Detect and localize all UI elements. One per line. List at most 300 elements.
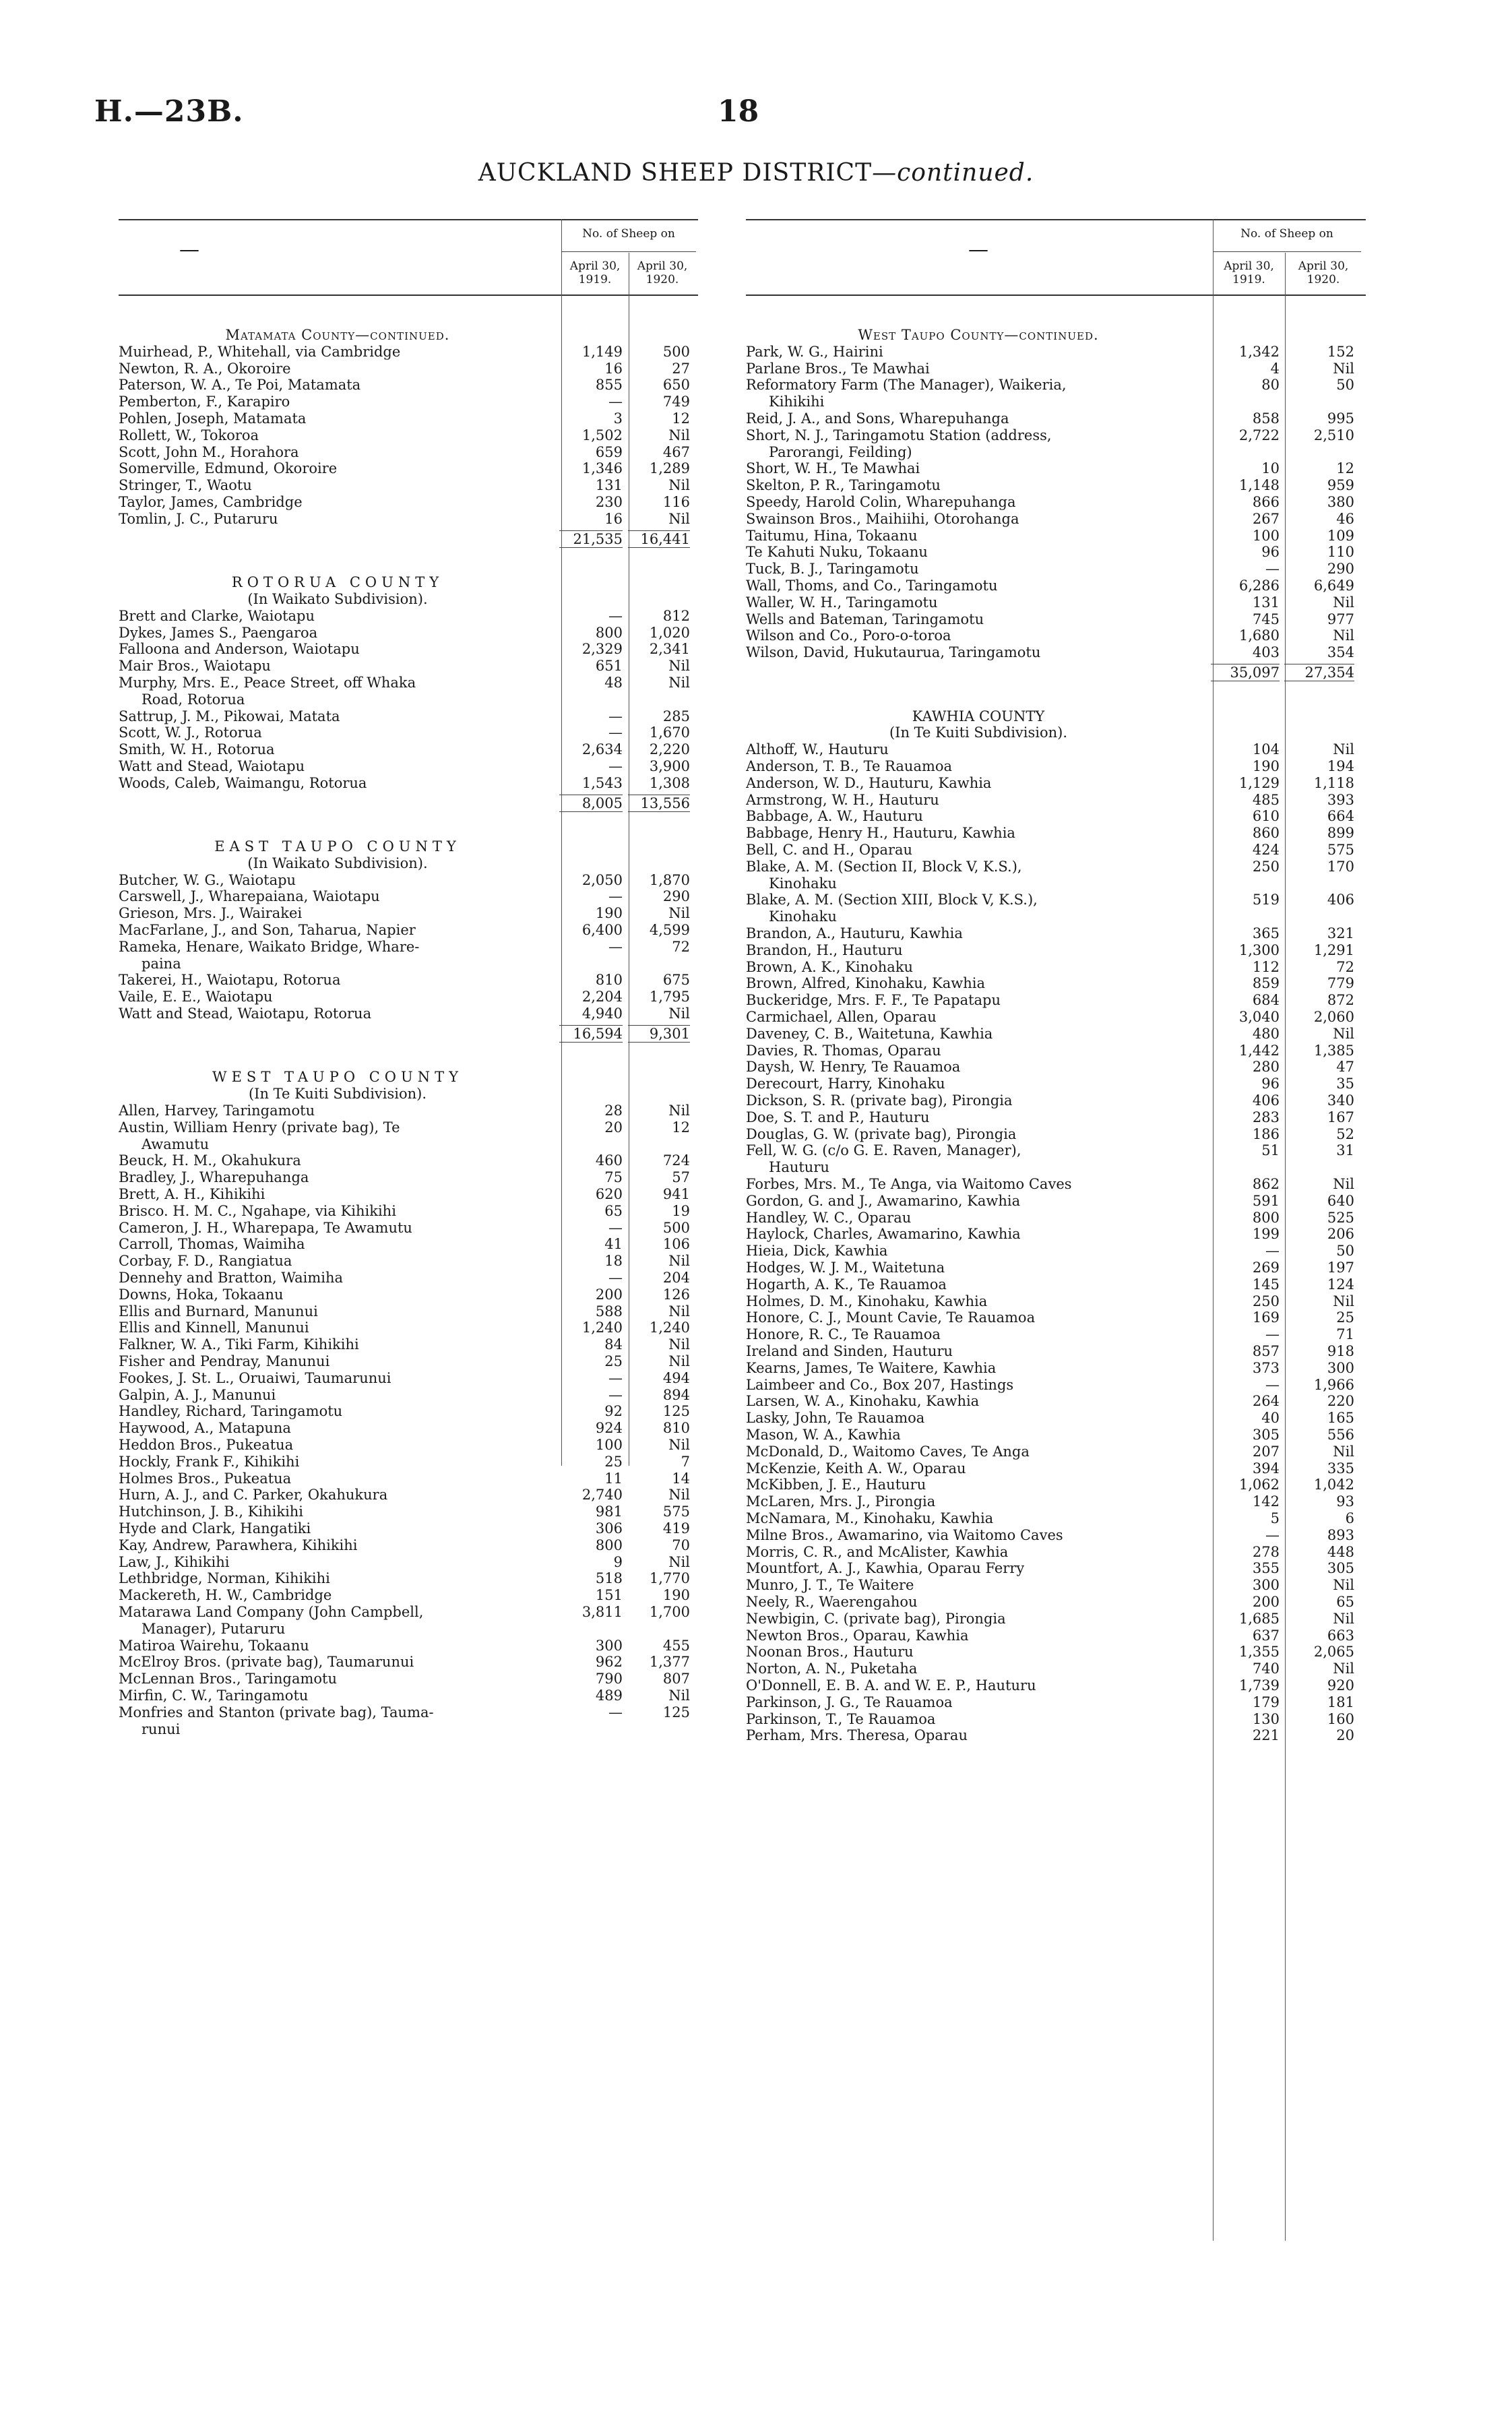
county-heading [119, 574, 698, 590]
owner-continuation [119, 1621, 698, 1637]
count-1919: 519 [1252, 892, 1280, 908]
count-1920: 181 [1327, 1694, 1354, 1710]
count-1920: 206 [1327, 1226, 1354, 1243]
count-1919: 1,300 [1238, 941, 1280, 958]
owner-name: Munro, J. T., Te Waitere [746, 1577, 914, 1594]
table-row [746, 1243, 1366, 1259]
owner-name: Law, J., Kihikihi [119, 1553, 230, 1570]
table-row [746, 959, 1366, 975]
count-1919: 355 [1252, 1560, 1280, 1577]
owner-name: Haywood, A., Matapuna [119, 1420, 291, 1437]
count-1919: 1,149 [581, 343, 623, 360]
table-row [746, 594, 1366, 611]
table-row [119, 1487, 698, 1503]
owner-name: Scott, W. J., Rotorua [119, 724, 262, 741]
owner-continuation [746, 444, 1366, 460]
count-1920: 65 [1336, 1593, 1354, 1610]
owner-name: Falkner, W. A., Tiki Farm, Kihikihi [119, 1336, 359, 1353]
count-1919: 1,685 [1238, 1610, 1280, 1627]
owner-name: Paterson, W. A., Te Poi, Matamata [119, 377, 361, 394]
count-1919: 96 [1261, 1076, 1280, 1092]
owner-name: McKibben, J. E., Hauturu [746, 1477, 926, 1493]
subdivision-note-text: (In Waikato Subdivision). [247, 855, 428, 871]
owner-name: Brisco. H. M. C., Ngahape, via Kihikihi [119, 1202, 396, 1219]
count-1919: 20 [604, 1119, 623, 1136]
count-1919: 250 [1252, 858, 1280, 875]
count-1920: 9,301 [628, 1025, 690, 1043]
owner-name: Taitumu, Hina, Tokaanu [746, 527, 918, 544]
count-1920: Nil [1333, 1025, 1354, 1042]
count-1919: 190 [1252, 757, 1280, 774]
header-bottom-rule [119, 294, 698, 296]
owner-name: Tomlin, J. C., Putaruru [119, 510, 278, 527]
owner-name: Short, W. H., Te Mawhai [746, 460, 920, 477]
count-1920: 70 [672, 1537, 690, 1553]
owner-name: Handley, W. C., Oparau [746, 1209, 912, 1226]
owner-name: Reformatory Farm (The Manager), Waikeria, [746, 377, 1067, 394]
count-1919: — [1265, 1376, 1280, 1393]
owner-name: Te Kahuti Nuku, Tokaanu [746, 544, 928, 561]
count-1920: Nil [668, 1253, 690, 1270]
count-1919: 130 [1252, 1710, 1280, 1727]
owner-name: Davies, R. Thomas, Oparau [746, 1042, 941, 1059]
count-1919: 283 [1252, 1109, 1280, 1125]
count-1920: 779 [1327, 975, 1354, 992]
count-1919: 591 [1252, 1192, 1280, 1209]
count-1919: 2,740 [581, 1487, 623, 1503]
count-1920: Nil [668, 427, 690, 443]
table-row [119, 1286, 698, 1303]
table-row [119, 427, 698, 443]
owner-name: Swainson Bros., Maihiihi, Otorohanga [746, 510, 1019, 527]
owner-name: Sattrup, J. M., Pikowai, Matata [119, 708, 340, 724]
count-1920: Nil [668, 510, 690, 527]
table-row [746, 460, 1366, 476]
count-1920: 812 [662, 607, 690, 624]
owner-name: Downs, Hoka, Tokaanu [119, 1286, 284, 1303]
owner-name: Mason, W. A., Kawhia [746, 1426, 901, 1443]
count-1920: 57 [672, 1169, 690, 1186]
table-row [119, 1203, 698, 1219]
count-1920: 1,770 [649, 1570, 690, 1587]
owner-continuation [746, 875, 1366, 892]
count-1920: Nil [668, 1336, 690, 1353]
count-1919: 859 [1252, 975, 1280, 992]
owner-name: Noonan Bros., Hauturu [746, 1644, 914, 1661]
document-code: H.—23B. [94, 94, 244, 129]
name-column-header: — [179, 238, 199, 261]
owner-name: Matarawa Land Company (John Campbell, [119, 1603, 424, 1620]
count-1920: 959 [1327, 477, 1354, 494]
count-1919: 264 [1252, 1393, 1280, 1410]
table-row [119, 1403, 698, 1419]
count-1920: 525 [1327, 1209, 1354, 1226]
table-row [119, 394, 698, 410]
table-row [746, 808, 1366, 824]
count-1920: 290 [662, 888, 690, 905]
count-1919: 92 [604, 1403, 623, 1420]
table-row [746, 1059, 1366, 1075]
count-1920: 16,441 [628, 530, 690, 548]
count-1920: 1,240 [649, 1320, 690, 1336]
owner-name: Newton Bros., Oparau, Kawhia [746, 1627, 969, 1644]
owner-name: Hurn, A. J., and C. Parker, Okahukura [119, 1487, 388, 1503]
count-1919: 300 [595, 1637, 623, 1654]
table-row [746, 528, 1366, 544]
count-1920: 419 [662, 1520, 690, 1537]
count-1919: 1,062 [1238, 1477, 1280, 1493]
table-row [119, 1320, 698, 1336]
count-1919: 810 [595, 972, 623, 989]
count-1919: 2,204 [581, 989, 623, 1005]
owner-name: Althoff, W., Hauturu [746, 741, 889, 758]
count-1920: Nil [668, 1005, 690, 1022]
table-row [119, 1370, 698, 1386]
subdivision-note [119, 591, 698, 607]
table-row [119, 494, 698, 510]
count-1919: 480 [1252, 1025, 1280, 1042]
subdivision-note [119, 1086, 698, 1102]
table-row [119, 1005, 698, 1022]
count-1920: 749 [662, 394, 690, 410]
table-row [119, 344, 698, 360]
count-1920: 190 [662, 1587, 690, 1604]
owner-name: Holmes, D. M., Kinohaku, Kawhia [746, 1293, 988, 1309]
owner-continuation-text: Manager), Putaruru [141, 1620, 286, 1637]
count-1920: 640 [1327, 1192, 1354, 1209]
count-1920: 1,670 [649, 724, 690, 741]
owner-name: Scott, John M., Horahora [119, 443, 299, 460]
count-1919: 2,634 [581, 741, 623, 758]
owner-name: Douglas, G. W. (private bag), Pirongia [746, 1125, 1017, 1142]
owner-name: Ellis and Burnard, Manunui [119, 1303, 318, 1320]
table-row [746, 1260, 1366, 1276]
owner-name: Larsen, W. A., Kinohaku, Kawhia [746, 1393, 980, 1410]
county-heading-text: ROTORUA COUNTY [231, 574, 444, 591]
count-1920: 19 [672, 1202, 690, 1219]
owner-name: Takerei, H., Waiotapu, Rotorua [119, 972, 341, 989]
owner-name: Hieia, Dick, Kawhia [746, 1243, 888, 1260]
count-1919: 745 [1252, 611, 1280, 627]
count-1920: 448 [1327, 1543, 1354, 1560]
count-1920: 494 [662, 1369, 690, 1386]
table-row [746, 1577, 1366, 1593]
right-table [746, 219, 1366, 2308]
count-1920: 152 [1327, 343, 1354, 360]
count-1920: 1,795 [649, 989, 690, 1005]
owner-name: Brown, Alfred, Kinohaku, Kawhia [746, 975, 986, 992]
count-1920: Nil [1333, 1610, 1354, 1627]
owner-name: Hutchinson, J. B., Kihikihi [119, 1503, 304, 1520]
table-row [746, 344, 1366, 360]
count-1920: 6,649 [1313, 578, 1354, 594]
count-1920: 290 [1327, 561, 1354, 578]
count-1920: 920 [1327, 1677, 1354, 1694]
county-heading [119, 327, 698, 343]
count-1919: — [608, 394, 623, 410]
count-1919: 610 [1252, 808, 1280, 825]
table-row [746, 1043, 1366, 1059]
table-row [746, 1477, 1366, 1493]
count-1920: 1,385 [1313, 1042, 1354, 1059]
table-row [746, 741, 1366, 757]
table-row [119, 1470, 698, 1487]
count-1920: 50 [1336, 377, 1354, 394]
count-1919: 800 [1252, 1209, 1280, 1226]
count-1920: 1,966 [1313, 1376, 1354, 1393]
table-row [119, 1220, 698, 1236]
table-row [746, 1193, 1366, 1209]
table-row [119, 1587, 698, 1603]
count-1919: 28 [604, 1102, 623, 1119]
count-1919: 1,680 [1238, 627, 1280, 644]
count-1919: 84 [604, 1336, 623, 1353]
county-heading-text: KAWHIA COUNTY [912, 708, 1045, 724]
owner-name: Babbage, A. W., Hauturu [746, 808, 923, 825]
owner-name: McLaren, Mrs. J., Pirongia [746, 1493, 936, 1510]
table-row [119, 1420, 698, 1436]
count-1919: 200 [1252, 1593, 1280, 1610]
table-row [119, 1537, 698, 1553]
count-1919: — [608, 607, 623, 624]
owner-continuation [746, 1159, 1366, 1175]
count-1919: 11 [604, 1470, 623, 1487]
count-1919: — [608, 1369, 623, 1386]
count-1920: 807 [662, 1671, 690, 1687]
count-1920: 872 [1327, 992, 1354, 1009]
count-1920: Nil [1333, 1443, 1354, 1460]
owner-name: Wilson and Co., Poro-o-toroa [746, 627, 951, 644]
owner-name: Perham, Mrs. Theresa, Oparau [746, 1727, 968, 1744]
table-row [746, 644, 1366, 660]
table-row [746, 1677, 1366, 1694]
table-row [119, 1520, 698, 1537]
count-1919: 1,129 [1238, 774, 1280, 791]
count-1919: 200 [595, 1286, 623, 1303]
table-row [746, 1727, 1366, 1743]
owner-name: Brandon, H., Hauturu [746, 941, 903, 958]
table-row [746, 892, 1366, 908]
table-row [119, 1687, 698, 1704]
count-1919: 1,543 [581, 774, 623, 791]
owner-continuation-text: paina [141, 955, 181, 972]
count-1920: 2,341 [649, 641, 690, 658]
count-1920: 197 [1327, 1259, 1354, 1276]
count-1919: 186 [1252, 1125, 1280, 1142]
count-1920: 125 [662, 1403, 690, 1420]
table-row [746, 410, 1366, 427]
count-1920: 2,060 [1313, 1008, 1354, 1025]
owner-name: Lethbridge, Norman, Kihikihi [119, 1570, 330, 1587]
table-row [119, 658, 698, 674]
table-row [119, 989, 698, 1005]
count-1920: 455 [662, 1637, 690, 1654]
count-1919: 1,240 [581, 1320, 623, 1336]
count-1919: — [608, 1269, 623, 1286]
owner-name: Holmes Bros., Pukeatua [119, 1470, 292, 1487]
subdivision-note [119, 855, 698, 871]
owner-continuation-text: Road, Rotorua [141, 691, 245, 708]
count-1920: 20 [1336, 1727, 1354, 1744]
owner-name: Gordon, G. and J., Awamarino, Kawhia [746, 1192, 1021, 1209]
table-row [746, 1711, 1366, 1727]
owner-name: Pemberton, F., Karapiro [119, 394, 290, 410]
count-1919: — [1265, 1326, 1280, 1343]
count-1920: Nil [1333, 1175, 1354, 1192]
count-1919: 100 [1252, 527, 1280, 544]
count-1919: 1,148 [1238, 477, 1280, 494]
count-1920: 500 [662, 343, 690, 360]
owner-continuation [746, 394, 1366, 410]
count-1919: — [608, 938, 623, 955]
count-1919: 860 [1252, 825, 1280, 842]
owner-name: Beuck, H. M., Okahukura [119, 1152, 301, 1169]
subdivision-note-text: (In Te Kuiti Subdivision). [889, 724, 1068, 741]
count-1919: 858 [1252, 410, 1280, 427]
count-1920: 47 [1336, 1059, 1354, 1076]
table-row [119, 641, 698, 657]
count-1920: 72 [1336, 958, 1354, 975]
col-1920-header: April 30, 1920. [637, 259, 688, 286]
owner-name: Mountfort, A. J., Kawhia, Oparau Ferry [746, 1560, 1025, 1577]
count-1920: 12 [1336, 460, 1354, 477]
owner-name: Somerville, Edmund, Okoroire [119, 460, 338, 477]
owner-name: Tuck, B. J., Taringamotu [746, 561, 919, 578]
count-1920: Nil [668, 1303, 690, 1320]
count-1919: 300 [1252, 1577, 1280, 1594]
count-1919: 100 [595, 1436, 623, 1453]
table-row [746, 1226, 1366, 1242]
table-row [119, 625, 698, 641]
owner-name: Woods, Caleb, Waimangu, Rotorua [119, 774, 367, 791]
count-1920: 116 [662, 494, 690, 510]
count-1920: 995 [1327, 410, 1354, 427]
table-row [119, 410, 698, 427]
count-1920: 109 [1327, 527, 1354, 544]
count-1919: 25 [604, 1453, 623, 1470]
sheep-count-group-header: No. of Sheep on [582, 227, 675, 241]
count-1920: 380 [1327, 494, 1354, 510]
table-row [119, 1303, 698, 1320]
count-1919: 373 [1252, 1359, 1280, 1376]
count-1919: 10 [1261, 460, 1280, 477]
count-1920: Nil [668, 1102, 690, 1119]
count-1920: 1,118 [1313, 774, 1354, 791]
count-1920: 27 [672, 360, 690, 377]
count-1919: 6,400 [581, 922, 623, 939]
count-1920: 125 [662, 1704, 690, 1720]
table-row [746, 1026, 1366, 1042]
owner-name: Wall, Thoms, and Co., Taringamotu [746, 578, 998, 594]
count-1920: 321 [1327, 925, 1354, 941]
owner-name: Mirfin, C. W., Taringamotu [119, 1687, 309, 1704]
count-1920: 52 [1336, 1125, 1354, 1142]
table-row [746, 427, 1366, 443]
count-1919: 406 [1252, 1092, 1280, 1109]
owner-name: Rameka, Henare, Waikato Bridge, Whare- [119, 938, 420, 955]
count-1920: 4,599 [649, 922, 690, 939]
count-1919: 35,097 [1211, 664, 1280, 681]
count-1920: 31 [1336, 1142, 1354, 1159]
count-1920: Nil [1333, 1661, 1354, 1677]
count-1919: — [1265, 561, 1280, 578]
count-1919: — [608, 888, 623, 905]
page-number: 18 [718, 94, 759, 129]
table-row [119, 972, 698, 988]
subdivision-note-text: (In Waikato Subdivision). [247, 590, 428, 607]
count-1919: 424 [1252, 841, 1280, 858]
owner-name: Bell, C. and H., Oparau [746, 841, 913, 858]
table-row [119, 872, 698, 888]
table-row [746, 1176, 1366, 1192]
count-1920: 204 [662, 1269, 690, 1286]
table-row [746, 361, 1366, 377]
count-1919: 659 [595, 443, 623, 460]
owner-name: MacFarlane, J., and Son, Taharua, Napier [119, 922, 416, 939]
sheep-count-group-header: No. of Sheep on [1240, 227, 1333, 241]
table-row [746, 1427, 1366, 1443]
owner-name: Galpin, A. J., Manunui [119, 1386, 276, 1403]
owner-name: Brett and Clarke, Waiotapu [119, 607, 315, 624]
owner-name: Mackereth, H. W., Cambridge [119, 1587, 332, 1604]
table-row [746, 1326, 1366, 1342]
count-1919: 651 [595, 658, 623, 675]
count-1920: 194 [1327, 757, 1354, 774]
group-header-rule [1213, 251, 1361, 252]
count-1919: 857 [1252, 1342, 1280, 1359]
table-row [119, 361, 698, 377]
count-1919: 80 [1261, 377, 1280, 394]
table-row [119, 675, 698, 691]
table-row [746, 1661, 1366, 1677]
count-1919: 620 [595, 1185, 623, 1202]
count-1919: 518 [595, 1570, 623, 1587]
table-row [746, 561, 1366, 577]
table-row [746, 1309, 1366, 1326]
table-row [746, 1510, 1366, 1526]
count-1919: 169 [1252, 1309, 1280, 1326]
owner-name: Bradley, J., Wharepuhanga [119, 1169, 309, 1186]
owner-name: Reid, J. A., and Sons, Wharepuhanga [746, 410, 1009, 427]
table-row [119, 377, 698, 393]
owner-name: Dennehy and Bratton, Waimiha [119, 1269, 344, 1286]
owner-continuation-text: Hauturu [769, 1159, 829, 1176]
count-1920: Nil [668, 905, 690, 922]
count-1920: 1,020 [649, 624, 690, 641]
count-1919: 267 [1252, 510, 1280, 527]
header-bottom-rule [746, 294, 1366, 296]
count-1919: 2,722 [1238, 427, 1280, 443]
county-heading-text: West Taupo County—continued. [858, 327, 1099, 343]
owner-name: Dickson, S. R. (private bag), Pirongia [746, 1092, 1013, 1109]
count-1920: 220 [1327, 1393, 1354, 1410]
count-1920: 724 [662, 1152, 690, 1169]
table-row [119, 1638, 698, 1654]
count-1919: 16 [604, 360, 623, 377]
owner-continuation-text: Kihikihi [769, 394, 825, 410]
count-1919: 790 [595, 1671, 623, 1687]
count-1920: 500 [662, 1219, 690, 1236]
owner-name: Newbigin, C. (private bag), Pirongia [746, 1610, 1006, 1627]
count-1919: — [608, 757, 623, 774]
count-1920: 6 [1345, 1510, 1354, 1526]
owner-name: Blake, A. M. (Section II, Block V, K.S.), [746, 858, 1022, 875]
owner-name: Mair Bros., Waiotapu [119, 658, 271, 675]
owner-name: Grieson, Mrs. J., Wairakei [119, 905, 303, 922]
table-row [746, 1527, 1366, 1543]
owner-name: Hyde and Clark, Hangatiki [119, 1520, 311, 1537]
owner-name: Daysh, W. Henry, Te Rauamoa [746, 1059, 961, 1076]
